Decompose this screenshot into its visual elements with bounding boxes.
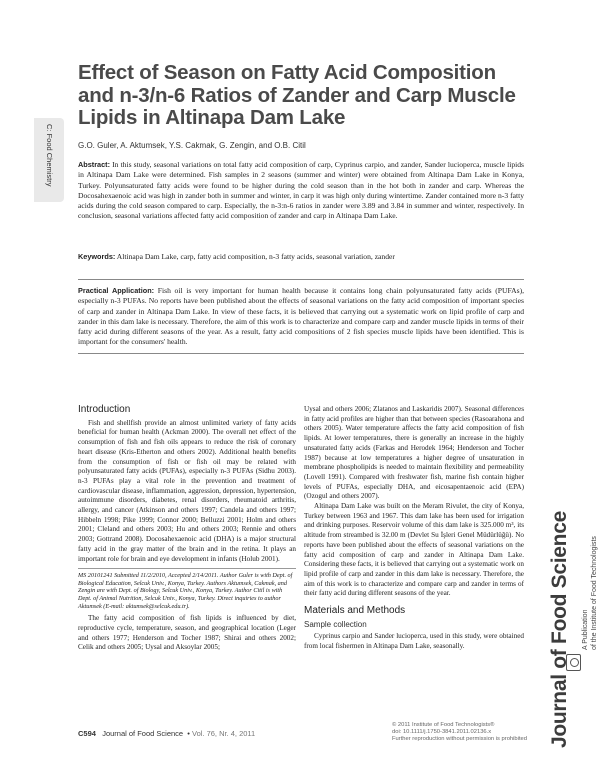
left-column — [78, 405, 296, 653]
methods-paragraph-1: Cyprinus carpio and Sander lucioperca, used in this study, were obtained from local fishermen in Altinapa Dam Lake, seasonally. — [304, 632, 524, 651]
article-title: Effect of Season on Fatty Acid Composition and n-3/n-6 Ratios of Zander and Carp Muscle Lipids in Altinapa Dam Lake — [78, 61, 516, 129]
page-number: C594 — [78, 729, 96, 738]
keywords-label: Keywords: — [78, 252, 116, 261]
journal-logo-text: Journal of Food Science — [548, 511, 571, 748]
right-column — [304, 405, 524, 652]
footer-volume: Vol. 76, Nr. 4, 2011 — [191, 729, 256, 738]
ift-logo-icon — [566, 654, 581, 671]
section-label: C: Food Chemistry — [45, 124, 54, 187]
copyright-notice — [392, 722, 552, 744]
abstract — [78, 160, 524, 222]
intro-paragraph-4: Altinapa Dam Lake was built on the Meram Rivulet, the city of Konya, Turkey between 1963 and 1967. This dam lake has been used for irrigation and drinking purposes. Reservoir volume of this dam lake is 325.000 m³, its altitude from streambed is 32.00 m (Devlet Su İşleri Genel Müdürlüğü). No reports have been published about the effects of seasonal variations on the fatty acid composition of carp and zander in Altinapa Dam Lake. Considering these facts, it is believed that carrying out a systematic work on lipid profile of carp and zander in this dam lake is necessary. Therefore, the aim of this work is to characterize and compare carp and zander in terms of their fatty acid during different seasons of the year. — [304, 502, 524, 598]
intro-paragraph-1: Fish and shellfish provide an almost unlimited variety of fatty acids beneficial for human health (Ackman 2000). The overall net effect of the consumption of fish and fish oils appears to reduce the risk of coronary heart disease (Kris-Etherton and others 2002). Additional health benefits from the consumption of fish or fish oil may be related with polyunsaturated fatty acids (PUFAs), especially n-3 PUFAs (Sidhu 2003). n-3 PUFAs play a vital role in the prevention and treatment of cardiovascular disease, inflammation, aggression, depression, hypertension, autoimmune disorders, diabetes, renal disorders, rheumatoid arthritis, allergy, and cancer (Atkinson and others 1997; Candela and others 1997; Hibbeln 1998; Pike 1999; Connor 2000; Belluzzi 2001; Holm and others 2001; Cleland and others 2003; Hu and others 2003; Rennie and others 2003; Gottrand 2008). Docosahexaenoic acid (DHA) is a major structural fatty acid in the gray matter of the brain and in the retina. It plays an important role for brain and eye development in infants (Holub 2001). — [78, 418, 296, 563]
abstract-text: In this study, seasonal variations on total fatty acid composition of carp, Cyprinus carpio, and zander, Sander lucioperca, muscle lipids in Altinapa Dam Lake were determined. Fish samples in 2 seasons (summer and winter) were obtained from Altinapa Dam Lake in Konya, Turkey. Polyunsaturated fatty acids were found to be higher during the cold season than in the hot both in zander and carp. Whereas the Docosahexaenoic acid was high in zander both in summer and winter, in carp it was high only during wintertime. Zander contained more n-3 fatty acids during the cold season compared to carp. Especially, the n-3:n-6 ratios in zander were 3.89 and 3.84 in summer and winter, respectively. In conclusion, seasonal variations affected fatty acid composition of zander and carp in Altinapa Dam Lake. — [78, 160, 524, 221]
intro-paragraph-2: The fatty acid composition of fish lipids is influenced by diet, reproductive cycle, temperature, season, and geographical location (Leger and others 1977; Henderson and Tocher 1987; Shirai and others 2002; Celik and others 2005; Uysal and Aksoylar 2005; — [78, 614, 296, 652]
section-side-tab — [34, 118, 64, 202]
copyright-line: © 2011 Institute of Food Technologists® — [392, 722, 495, 728]
publisher-line-2: of the Institute of Food Technologists — [590, 536, 598, 650]
practical-application-label: Practical Application: — [78, 286, 155, 295]
practical-application-text: Fish oil is very important for human health because it contains long chain polyunsaturated fatty acids (PUFAs), especially n-3 PUFAs. No reports have been published about the effects of seasonal variations on the fatty acid composition of important species of carp and zander in Altinapa Dam Lake. In view of these facts, it is believed that carrying out a systematic work on lipid profile of carp and zander in this dam lake is necessary. Therefore, the aim of this work is to characterize and compare carp and zander muscle lipids in terms of their fatty acid during different seasons of the year. As a result, fatty acid compositions of 2 fish species muscle lipids have been identified. This is important for the consumers' health. — [78, 286, 524, 347]
reproduction-line: Further reproduction without permission is prohibited — [392, 736, 528, 743]
footer-journal-name: Journal of Food Science — [102, 729, 184, 738]
sample-collection-subheading: Sample collection — [304, 619, 367, 629]
practical-application-box — [78, 279, 524, 354]
journal-vertical-logo — [548, 511, 572, 748]
methods-heading: Materials and Methods — [304, 605, 406, 617]
keywords — [78, 252, 524, 262]
author-list: G.O. Guler, A. Aktumsek, Y.S. Cakmak, G. Zengin, and O.B. Citil — [78, 141, 306, 150]
intro-paragraph-3: Uysal and others 2006; Zlatanos and Laskaridis 2007). Seasonal differences in fatty acid profiles are higher than that between species (Rasoarahona and others 2005). Water temperature affects the fatty acid composition of fish lipids. At lower temperatures, there is generally an increase in the highly unsaturated fatty acids (Farkas and Herodek 1964; Henderson and Tocher 1987) because at low temperatures a higher degree of unsaturation in membrane phospholipids is needed to maintain flexibility and permeability (Lovell 1991). Compared with freshwater fish, marine fish contain higher levels of PUFAs, especially DHA, and eicosapentaenoic acid (EPA) (Ozogul and others 2007). — [304, 405, 524, 501]
introduction-heading: Introduction — [78, 404, 131, 415]
abstract-label: Abstract: — [78, 160, 111, 169]
manuscript-footnote: MS 20101241 Submitted 11/2/2010, Accepted 2/14/2011. Author Guler is with Dept. of Biological Education, Selcuk Univ., Konya, Turkey. Authors Aktumsek, Cakmak, and Zengin are with Dept. of Biology, Selcuk Univ., Konya, Turkey. Author Citil is with Dept. of Animal Nutrition, Selcuk Univ., Konya, Turkey. Direct inquiries to author Aktumsek (E-mail: aktumsek@selcuk.edu.tr). — [78, 568, 296, 610]
publisher-line-1: A Publication — [582, 609, 589, 650]
publisher-note — [582, 536, 599, 650]
doi-line: doi: 10.1111/j.1750-3841.2011.02136.x — [392, 729, 492, 736]
page-footer: C594 Journal of Food Science • Vol. 76, Nr. 4, 2011 — [78, 729, 256, 738]
keywords-text: Altinapa Dam Lake, carp, fatty acid composition, n-3 fatty acids, seasonal variation, zander — [116, 252, 395, 261]
